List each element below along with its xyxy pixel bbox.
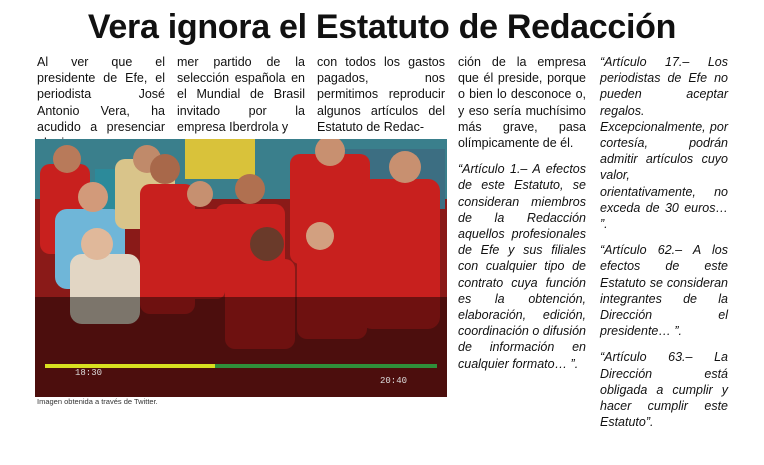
stadium-photo [35,139,447,397]
timestamp-left: 18:30 [75,368,103,378]
article-column-3 [317,54,445,135]
quote-articulo-17: “Artículo 17.– Los periodistas de Efe no pueden aceptar regalos. Excepcionalmente, por cortesía, podrán admitir artículos cuyo valor, orientativamente, no exceda de 30 euros… ”. [600,55,728,232]
article-column-2 [177,54,305,135]
quote-articulo-63: “Artículo 63.– La Dirección está obligada a cumplir y hacer cumplir este Estatuto”. [600,350,728,430]
article-column-5 [600,54,728,430]
quote-articulo-62: “Artículo 62.– A los efectos de este Estatuto se consideran integrantes de la Dirección el presidente… ”. [600,243,728,339]
article-column-1 [37,54,165,151]
quote-articulo-1: “Artículo 1.– A efectos de este Estatuto, se consideran miembros de la Redacción aquellos profesionales de Efe y sus filiales con cualquier tipo de contrato cuya función es la obtención, elaboración, edición, coordinación o difusión de información en cualquier formato… ”. [458,162,586,371]
stadium-photo-illustration [35,139,447,397]
photo-caption: Imagen obtenida a través de Twitter. [37,397,158,406]
article-column-4 [458,54,586,372]
column-2-text: mer partido de la selección española en el Mundial de Brasil invitado por la empresa Iberdrola y [177,55,305,134]
article-headline: Vera ignora el Estatuto de Redacción [87,8,677,46]
column-4-text: ción de la empresa que él preside, porque o bien lo desconoce o, y eso sería muchísimo más grave, pasa olímpicamente de él. [458,55,586,151]
column-3-text: con todos los gastos pagados, nos permitimos reproducir algunos artículos del Estatuto de Redac- [317,55,445,134]
column-1-text: Al ver que el presidente de Efe, el periodista José Antonio Vera, ha acudido a presenciar [37,55,165,134]
timestamp-right: 20:40 [380,376,408,386]
